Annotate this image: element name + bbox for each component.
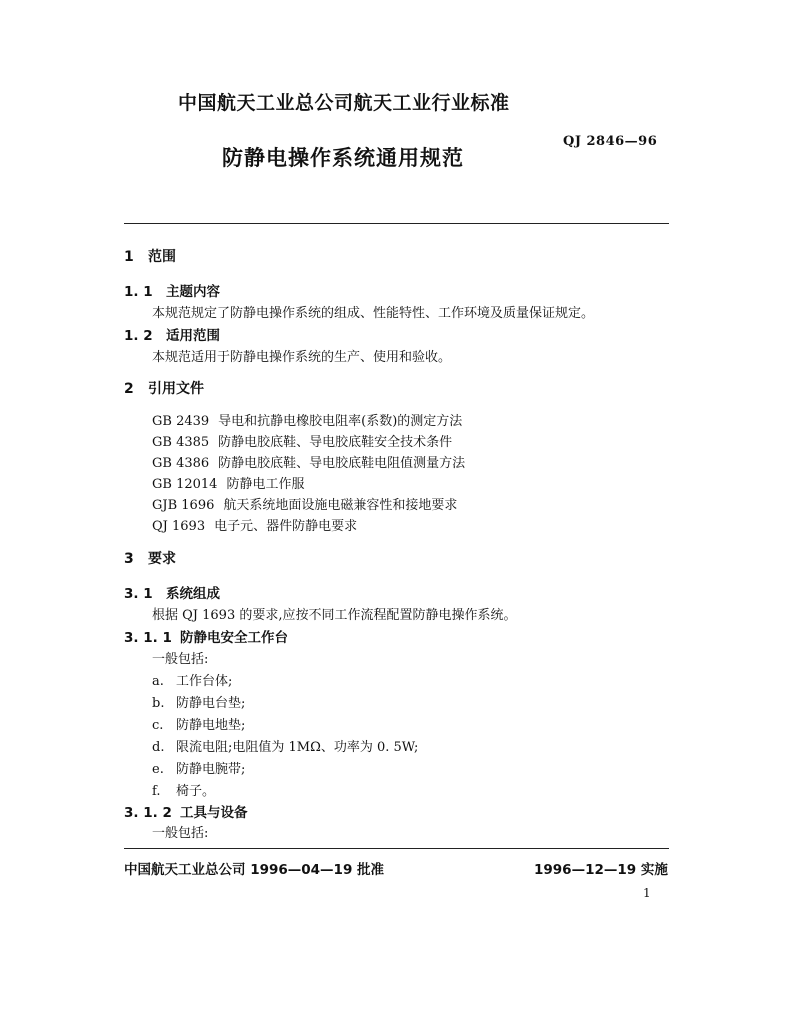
list-text: 椅子。 (176, 784, 216, 799)
section-1-2-heading (124, 324, 220, 344)
reference-code: QJ 1693 (152, 519, 206, 534)
list-item (152, 692, 245, 711)
reference-title: 防静电工作服 (226, 477, 305, 492)
section-number: 3 (124, 551, 134, 567)
section-number: 3. 1. 1 (124, 630, 172, 646)
section-number: 1. 2 (124, 328, 153, 344)
section-3-heading (124, 548, 176, 568)
section-3-1-2-intro: 一般包括: (152, 826, 209, 841)
reference-code: GB 4385 (152, 435, 210, 450)
list-letter: a. (152, 674, 164, 689)
reference-code: GB 12014 (152, 477, 218, 492)
section-title: 范围 (148, 249, 176, 265)
section-1-heading (124, 246, 176, 266)
section-3-1-1-heading (124, 626, 288, 646)
section-3-1-2-heading (124, 801, 248, 821)
reference-code: GB 4386 (152, 456, 210, 471)
section-1-1-text: 本规范规定了防静电操作系统的组成、性能特性、工作环境及质量保证规定。 (152, 306, 595, 321)
section-3-1-heading (124, 582, 220, 602)
section-1-1-heading (124, 280, 220, 300)
standard-code: QJ 2846—96 (563, 134, 658, 149)
list-item (152, 714, 245, 733)
list-text: 防静电台垫; (176, 696, 246, 711)
header-divider (124, 223, 669, 224)
reference-item (152, 452, 465, 471)
reference-item (152, 410, 462, 429)
reference-item (152, 494, 457, 513)
section-number: 3. 1 (124, 586, 153, 602)
reference-title: 防静电胶底鞋、导电胶底鞋电阻值测量方法 (218, 456, 466, 471)
list-item (152, 758, 245, 777)
list-letter: c. (152, 718, 164, 733)
list-item (152, 736, 418, 755)
section-number: 1 (124, 249, 134, 265)
reference-item (152, 515, 357, 534)
list-text: 限流电阻;电阻值为 1MΩ、功率为 0. 5W; (176, 740, 419, 755)
reference-item (152, 473, 304, 492)
organization-standard-title: 中国航天工业总公司航天工业行业标准 (178, 92, 510, 114)
section-number: 1. 1 (124, 284, 153, 300)
list-text: 防静电地垫; (176, 718, 246, 733)
reference-title: 导电和抗静电橡胶电阻率(系数)的测定方法 (218, 414, 463, 429)
reference-code: GJB 1696 (152, 498, 215, 513)
section-title: 引用文件 (148, 381, 204, 397)
list-text: 防静电腕带; (176, 762, 246, 777)
section-title: 工具与设备 (180, 805, 248, 821)
section-title: 主题内容 (166, 284, 220, 300)
list-letter: e. (152, 762, 164, 777)
section-title: 系统组成 (166, 586, 220, 602)
section-3-1-text: 根据 QJ 1693 的要求,应按不同工作流程配置防静电操作系统。 (152, 608, 517, 623)
list-letter: b. (152, 696, 165, 711)
section-2-heading (124, 378, 204, 398)
list-text: 工作台体; (176, 674, 233, 689)
list-letter: f. (152, 784, 161, 799)
approval-line: 中国航天工业总公司 1996—04—19 批准 (124, 862, 385, 878)
implementation-line: 1996—12—19 实施 (534, 862, 668, 878)
footer-divider (124, 848, 669, 849)
list-item (152, 670, 232, 689)
page-number: 1 (643, 886, 651, 900)
reference-title: 防静电胶底鞋、导电胶底鞋安全技术条件 (218, 435, 453, 450)
document-title: 防静电操作系统通用规范 (222, 146, 464, 170)
section-3-1-1-intro: 一般包括: (152, 652, 209, 667)
section-number: 3. 1. 2 (124, 805, 172, 821)
list-letter: d. (152, 740, 165, 755)
section-title: 适用范围 (166, 328, 220, 344)
section-number: 2 (124, 381, 134, 397)
reference-code: GB 2439 (152, 414, 210, 429)
reference-item (152, 431, 452, 450)
section-title: 要求 (148, 551, 176, 567)
reference-title: 电子元、器件防静电要求 (214, 519, 358, 534)
section-title: 防静电安全工作台 (180, 630, 288, 646)
list-item (152, 780, 215, 799)
reference-title: 航天系统地面设施电磁兼容性和接地要求 (223, 498, 458, 513)
section-1-2-text: 本规范适用于防静电操作系统的生产、使用和验收。 (152, 350, 452, 365)
